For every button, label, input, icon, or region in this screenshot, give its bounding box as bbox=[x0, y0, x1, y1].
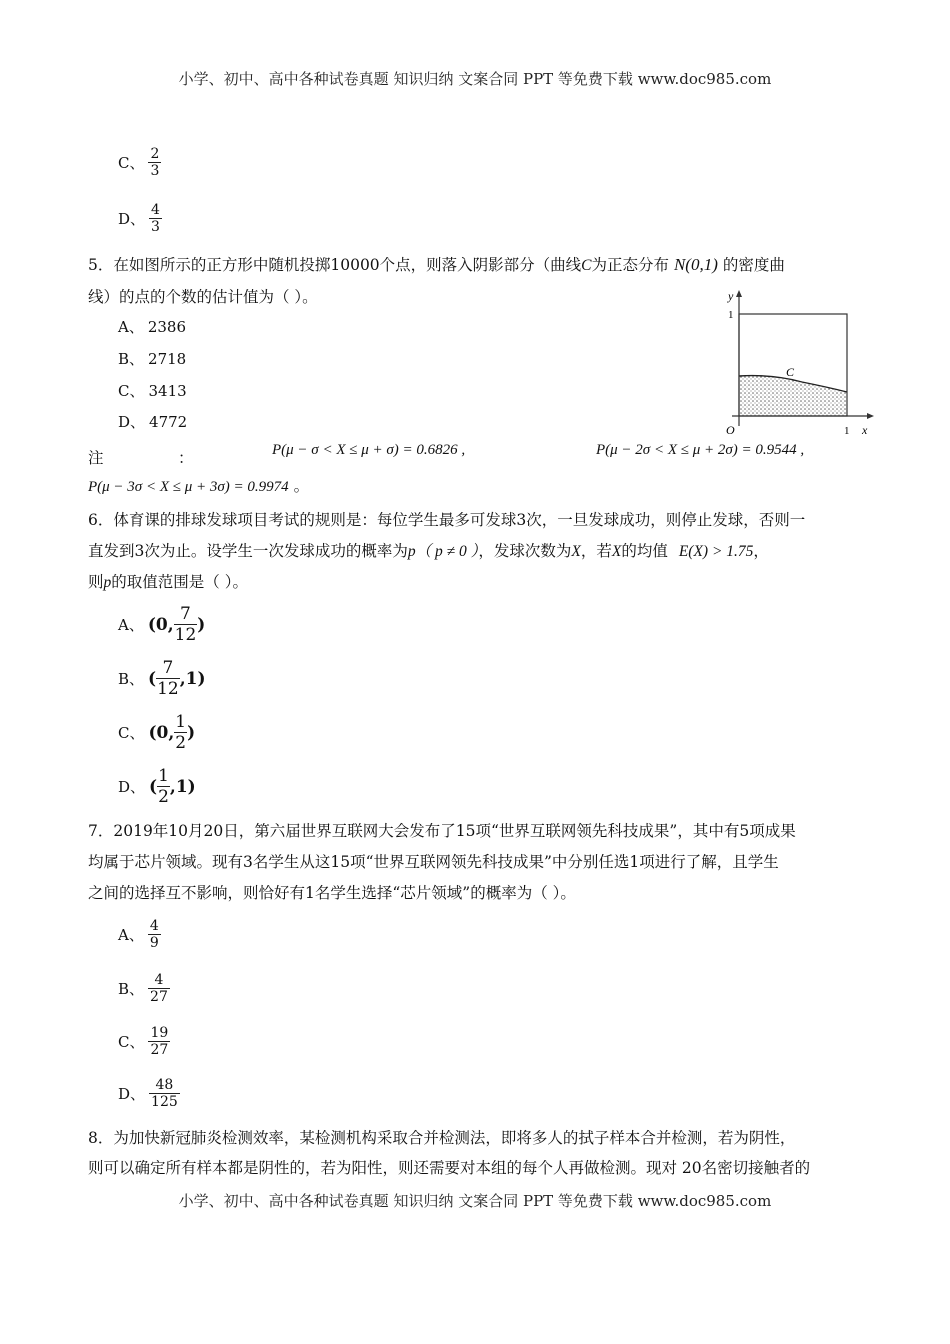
interval-right: ) bbox=[197, 614, 206, 635]
q5-note-2: P(μ − 2σ < X ≤ μ + 2σ) = 0.9544 , bbox=[596, 442, 805, 458]
fraction bbox=[149, 202, 162, 235]
q6-stem-line3 bbox=[88, 570, 248, 592]
interval-left: ( bbox=[149, 776, 158, 797]
q5-note-3-line bbox=[88, 474, 309, 496]
interval-left: (0, bbox=[147, 614, 174, 635]
denominator: 125 bbox=[151, 1094, 178, 1110]
option-label: C、 bbox=[118, 724, 145, 742]
interval-right: ) bbox=[187, 722, 196, 743]
q5-option-c bbox=[118, 380, 187, 401]
interval-left: (0, bbox=[148, 722, 175, 743]
option-label: D、 bbox=[118, 413, 146, 431]
denominator: 2 bbox=[158, 787, 169, 807]
q7-option-b bbox=[118, 972, 170, 1005]
denominator: 27 bbox=[150, 1042, 169, 1058]
y-tick-label: 1 bbox=[728, 309, 734, 321]
q5-stem-line1 bbox=[88, 253, 785, 275]
q4-option-c bbox=[118, 146, 161, 179]
q7-option-d bbox=[118, 1077, 180, 1110]
q8-stem-line1: 8．为加快新冠肺炎检测效率，某检测机构采取合并检测法，即将多人的拭子样本合并检测，若为阴性， bbox=[88, 1129, 796, 1147]
q6-option-b bbox=[118, 658, 206, 699]
numerator: 4 bbox=[154, 972, 164, 988]
interval-left: ( bbox=[148, 668, 157, 689]
option-label: B、 bbox=[118, 980, 145, 998]
q5-option-a bbox=[118, 316, 186, 337]
text: 则 bbox=[88, 573, 104, 591]
q5-note-3: P(μ − 3σ < X ≤ μ + 3σ) = 0.9974 bbox=[88, 479, 289, 495]
text: 。 bbox=[293, 477, 310, 495]
option-label: A、 bbox=[118, 926, 144, 944]
denominator: 3 bbox=[150, 163, 160, 179]
fraction bbox=[149, 1077, 180, 1110]
fraction bbox=[156, 658, 180, 699]
numerator: 1 bbox=[158, 766, 169, 786]
option-value: 2386 bbox=[147, 317, 187, 336]
denominator: 9 bbox=[149, 935, 159, 951]
option-label: B、 bbox=[118, 350, 145, 368]
expectation-condition: E(X) > 1.75 bbox=[678, 543, 754, 560]
page-footer: 小学、初中、高中各种试卷真题 知识归纳 文案合同 PPT 等免费下载 www.doc985.com bbox=[178, 1192, 772, 1210]
q5-stem-line2: 线）的点的个数的估计值为（ ）。 bbox=[88, 288, 318, 306]
text: ，发球次数为 bbox=[478, 542, 572, 560]
y-arrow bbox=[736, 290, 742, 297]
x-symbol: X bbox=[611, 543, 622, 560]
option-value: 4772 bbox=[149, 412, 188, 431]
denominator: 12 bbox=[157, 679, 179, 699]
text: 的密度曲 bbox=[722, 256, 785, 274]
fraction bbox=[148, 146, 161, 179]
text: 为正态分布 bbox=[591, 256, 670, 274]
numerator: 48 bbox=[155, 1077, 174, 1093]
p-symbol: p bbox=[103, 574, 112, 591]
numerator: 2 bbox=[150, 146, 160, 162]
fraction bbox=[148, 972, 170, 1005]
option-label: A、 bbox=[118, 616, 144, 634]
y-label: y bbox=[728, 289, 734, 303]
q4-option-d bbox=[118, 202, 162, 235]
option-value: 2718 bbox=[148, 349, 187, 368]
x-symbol: X bbox=[571, 543, 581, 560]
option-label: D、 bbox=[118, 210, 146, 228]
option-label: D、 bbox=[118, 1085, 146, 1103]
text: 的取值范围是（ ）。 bbox=[111, 573, 248, 591]
fraction bbox=[174, 604, 198, 645]
x-tick-label: 1 bbox=[844, 425, 850, 437]
q7-stem-line1: 7．2019年10月20日，第六届世界互联网大会发布了15项“世界互联网领先科技成果”，其中有5项成果 bbox=[88, 822, 796, 840]
denominator: 12 bbox=[174, 625, 197, 645]
q5-option-b bbox=[118, 348, 186, 369]
option-value: 3413 bbox=[148, 381, 187, 400]
option-label: C、 bbox=[118, 154, 145, 172]
numerator: 7 bbox=[180, 604, 191, 624]
curve-label: C bbox=[786, 365, 795, 379]
q8-stem-line2: 则可以确定所有样本都是阴性的，若为阳性，则还需要对本组的每个人再做检测。现对 20名密切接触者的 bbox=[88, 1159, 811, 1177]
text: ， bbox=[753, 542, 769, 560]
option-label: C、 bbox=[118, 382, 145, 400]
q6-option-c bbox=[118, 712, 195, 753]
fraction bbox=[148, 918, 161, 951]
option-label: A、 bbox=[118, 318, 144, 336]
numerator: 19 bbox=[150, 1025, 169, 1041]
denominator: 2 bbox=[175, 733, 187, 753]
x-label: x bbox=[862, 423, 868, 437]
q7-option-a bbox=[118, 918, 161, 951]
q6-stem-line2 bbox=[88, 539, 769, 561]
q7-stem-line3: 之间的选择互不影响，则恰好有1名学生选择“芯片领域”的概率为（ ）。 bbox=[88, 884, 576, 902]
q7-stem-line2: 均属于芯片领域。现有3名学生从这15项“世界互联网领先科技成果”中分别任选1项进行了解，且学生 bbox=[88, 853, 779, 871]
fraction bbox=[174, 712, 187, 753]
q7-option-c bbox=[118, 1025, 170, 1058]
origin-label: O bbox=[726, 423, 735, 437]
q6-stem-line1: 6．体育课的排球发球项目考试的规则是：每位学生最多可发球3次，一旦发球成功，则停止发球，否则一 bbox=[88, 511, 806, 529]
page-header: 小学、初中、高中各种试卷真题 知识归纳 文案合同 PPT 等免费下载 www.doc985.com bbox=[178, 70, 772, 88]
option-label: C、 bbox=[118, 1033, 145, 1051]
q5-figure bbox=[712, 284, 882, 440]
option-label: B、 bbox=[118, 670, 145, 688]
numerator: 7 bbox=[162, 658, 174, 678]
numerator: 1 bbox=[175, 712, 187, 732]
q5-note-colon: ： bbox=[178, 449, 194, 467]
q6-option-d bbox=[118, 766, 196, 807]
q6-option-a bbox=[118, 604, 205, 645]
denominator: 27 bbox=[150, 989, 168, 1005]
text: 直发到3次为止。设学生一次发球成功的概率为 bbox=[88, 542, 408, 560]
denominator: 3 bbox=[151, 219, 160, 235]
fraction bbox=[157, 766, 170, 807]
option-label: D、 bbox=[118, 778, 146, 796]
fraction bbox=[148, 1025, 170, 1058]
text: 5．在如图所示的正方形中随机投掷10000个点，则落入阴影部分（曲线 bbox=[88, 256, 582, 274]
text: ，若 bbox=[580, 542, 612, 560]
numerator: 4 bbox=[149, 918, 159, 934]
x-arrow bbox=[867, 413, 874, 419]
p-condition: p（ p ≠ 0 ） bbox=[407, 543, 479, 560]
interval-right: ,1) bbox=[169, 776, 196, 797]
text: 的均值 bbox=[621, 542, 668, 560]
q5-note-label: 注 bbox=[88, 449, 104, 467]
q5-option-d bbox=[118, 411, 187, 432]
interval-right: ,1) bbox=[179, 668, 206, 689]
curve-symbol: C bbox=[581, 257, 592, 274]
numerator: 4 bbox=[151, 202, 160, 218]
shaded-region bbox=[739, 376, 847, 416]
q5-note-1: P(μ − σ < X ≤ μ + σ) = 0.6826 , bbox=[272, 442, 466, 458]
distribution-symbol: N(0,1) bbox=[673, 255, 718, 274]
